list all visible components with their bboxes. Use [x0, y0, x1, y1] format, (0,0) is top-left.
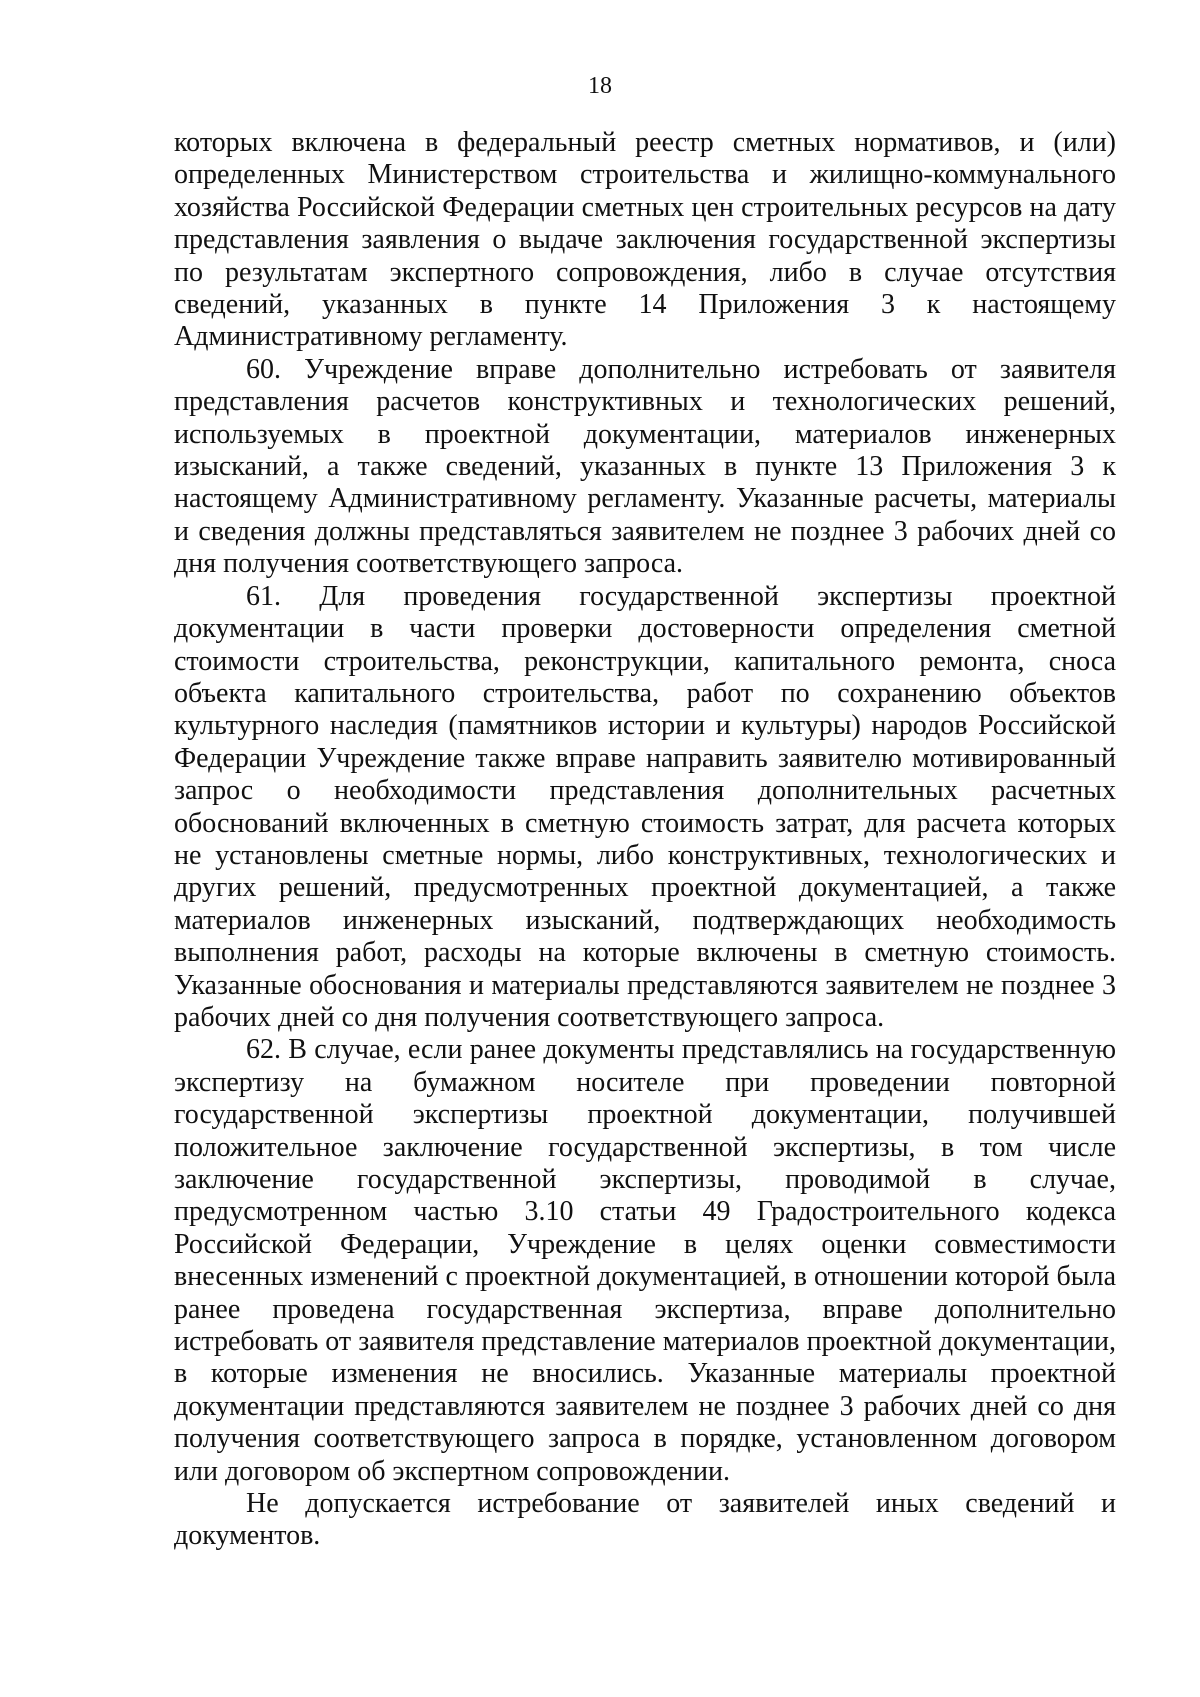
paragraph-60: 60. Учреждение вправе дополнительно истребовать от заявителя представления расчетов конструктивных и технологических решений, используемых в проектной документации, материалов инженерных изысканий, а также сведений, указанных в пункте 13 Приложения 3 к настоящему Административному регламенту. Указанные расчеты, материалы и сведения должны представляться заявителем не позднее 3 рабочих дней со дня получения соответствующего запроса.	[174, 353, 1116, 580]
paragraph-61: 61. Для проведения государственной экспертизы проектной документации в части проверки достоверности определения сметной стоимости строительства, реконструкции, капитального ремонта, сноса объекта капитального строительства, работ по сохранению объектов культурного наследия (памятников истории и культуры) народов Российской Федерации Учреждение также вправе направить заявителю мотивированный запрос о необходимости представления дополнительных расчетных обоснований включенных в сметную стоимость затрат, для расчета которых не установлены сметные нормы, либо конструктивных, технологических и других решений, предусмотренных проектной документацией, а также материалов инженерных изысканий, подтверждающих необходимость выполнения работ, расходы на которые включены в сметную стоимость. Указанные обоснования и материалы представляются заявителем не позднее 3 рабочих дней со дня получения соответствующего запроса.	[174, 580, 1116, 1033]
paragraph-62: 62. В случае, если ранее документы представлялись на государственную экспертизу на бумажном носителе при проведении повторной государственной экспертизы проектной документации, получившей положительное заключение государственной экспертизы, в том числе заключение государственной экспертизы, проводимой в случае, предусмотренном частью 3.10 статьи 49 Градостроительного кодекса Российской Федерации, Учреждение в целях оценки совместимости внесенных изменений с проектной документацией, в отношении которой была ранее проведена государственная экспертиза, вправе дополнительно истребовать от заявителя представление материалов проектной документации, в которые изменения не вносились. Указанные материалы проектной документации представляются заявителем не позднее 3 рабочих дней со дня получения соответствующего запроса в порядке, установленном договором или договором об экспертном сопровождении.	[174, 1034, 1116, 1487]
paragraph-continuation: которых включена в федеральный реестр сметных нормативов, и (или) определенных Министерством строительства и жилищно-коммунального хозяйства Российской Федерации сметных цен строительных ресурсов на дату представления заявления о выдаче заключения государственной экспертизы по результатам экспертного сопровождения, либо в случае отсутствия сведений, указанных в пункте 14 Приложения 3 к настоящему Административному регламенту.	[174, 127, 1116, 353]
page-number: 18	[588, 73, 612, 99]
document-body	[174, 127, 1116, 1553]
paragraph-restriction: Не допускается истребование от заявителей иных сведений и документов.	[174, 1488, 1116, 1552]
